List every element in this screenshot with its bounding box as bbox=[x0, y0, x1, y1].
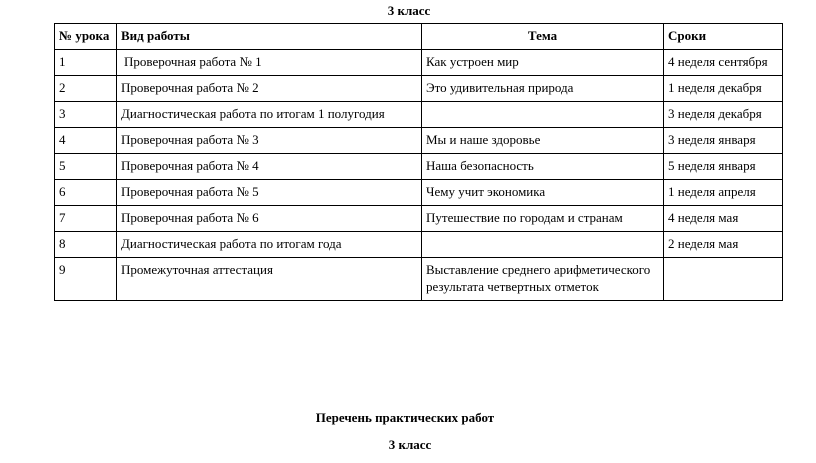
work-type-cell: Проверочная работа № 6 bbox=[117, 206, 422, 232]
table-row bbox=[55, 154, 783, 180]
table-row bbox=[55, 180, 783, 206]
table-row bbox=[55, 128, 783, 154]
table-row bbox=[55, 76, 783, 102]
table-row bbox=[55, 232, 783, 258]
lesson-number-cell: 6 bbox=[55, 180, 117, 206]
table-row bbox=[55, 102, 783, 128]
table-row bbox=[55, 206, 783, 232]
lesson-number-cell: 3 bbox=[55, 102, 117, 128]
topic-cell: Это удивительная природа bbox=[422, 76, 664, 102]
grade-heading: 3 класс bbox=[388, 437, 432, 452]
table-row bbox=[55, 258, 783, 301]
work-type-cell: Диагностическая работа по итогам года bbox=[117, 232, 422, 258]
column-header-lesson-number: № урока bbox=[55, 24, 117, 50]
deadline-cell: 2 неделя мая bbox=[664, 232, 783, 258]
lesson-number-cell: 1 bbox=[55, 50, 117, 76]
lesson-number-cell: 8 bbox=[55, 232, 117, 258]
deadline-cell: 5 неделя января bbox=[664, 154, 783, 180]
topic-cell bbox=[422, 232, 664, 258]
lesson-number-cell: 9 bbox=[55, 258, 117, 301]
topic-cell: Как устроен мир bbox=[422, 50, 664, 76]
deadline-cell bbox=[664, 258, 783, 301]
work-type-cell: Проверочная работа № 4 bbox=[117, 154, 422, 180]
assessment-schedule-table bbox=[54, 23, 783, 301]
work-type-cell: Проверочная работа № 5 bbox=[117, 180, 422, 206]
lesson-number-cell: 2 bbox=[55, 76, 117, 102]
column-header-topic: Тема bbox=[422, 24, 664, 50]
column-header-work-type: Вид работы bbox=[117, 24, 422, 50]
work-type-cell: Проверочная работа № 3 bbox=[117, 128, 422, 154]
deadline-cell: 1 неделя декабря bbox=[664, 76, 783, 102]
deadline-cell: 3 неделя декабря bbox=[664, 102, 783, 128]
column-header-deadline: Сроки bbox=[664, 24, 783, 50]
deadline-cell: 1 неделя апреля bbox=[664, 180, 783, 206]
topic-cell bbox=[422, 102, 664, 128]
deadline-cell: 4 неделя сентября bbox=[664, 50, 783, 76]
practical-works-heading: Перечень практических работ bbox=[315, 410, 495, 425]
lesson-number-cell: 7 bbox=[55, 206, 117, 232]
topic-cell: Путешествие по городам и странам bbox=[422, 206, 664, 232]
topic-cell: Чему учит экономика bbox=[422, 180, 664, 206]
work-type-cell: Проверочная работа № 2 bbox=[117, 76, 422, 102]
lesson-number-cell: 4 bbox=[55, 128, 117, 154]
topic-cell: Наша безопасность bbox=[422, 154, 664, 180]
work-type-cell: Проверочная работа № 1 bbox=[117, 50, 422, 76]
deadline-cell: 3 неделя января bbox=[664, 128, 783, 154]
table-header-row bbox=[55, 24, 783, 50]
deadline-cell: 4 неделя мая bbox=[664, 206, 783, 232]
lesson-number-cell: 5 bbox=[55, 154, 117, 180]
topic-cell: Мы и наше здоровье bbox=[422, 128, 664, 154]
table-row bbox=[55, 50, 783, 76]
page-title: 3 класс bbox=[387, 3, 431, 18]
topic-cell: Выставление среднего арифметического результата четвертных отметок bbox=[422, 258, 664, 301]
work-type-cell: Диагностическая работа по итогам 1 полугодия bbox=[117, 102, 422, 128]
work-type-cell: Промежуточная аттестация bbox=[117, 258, 422, 301]
